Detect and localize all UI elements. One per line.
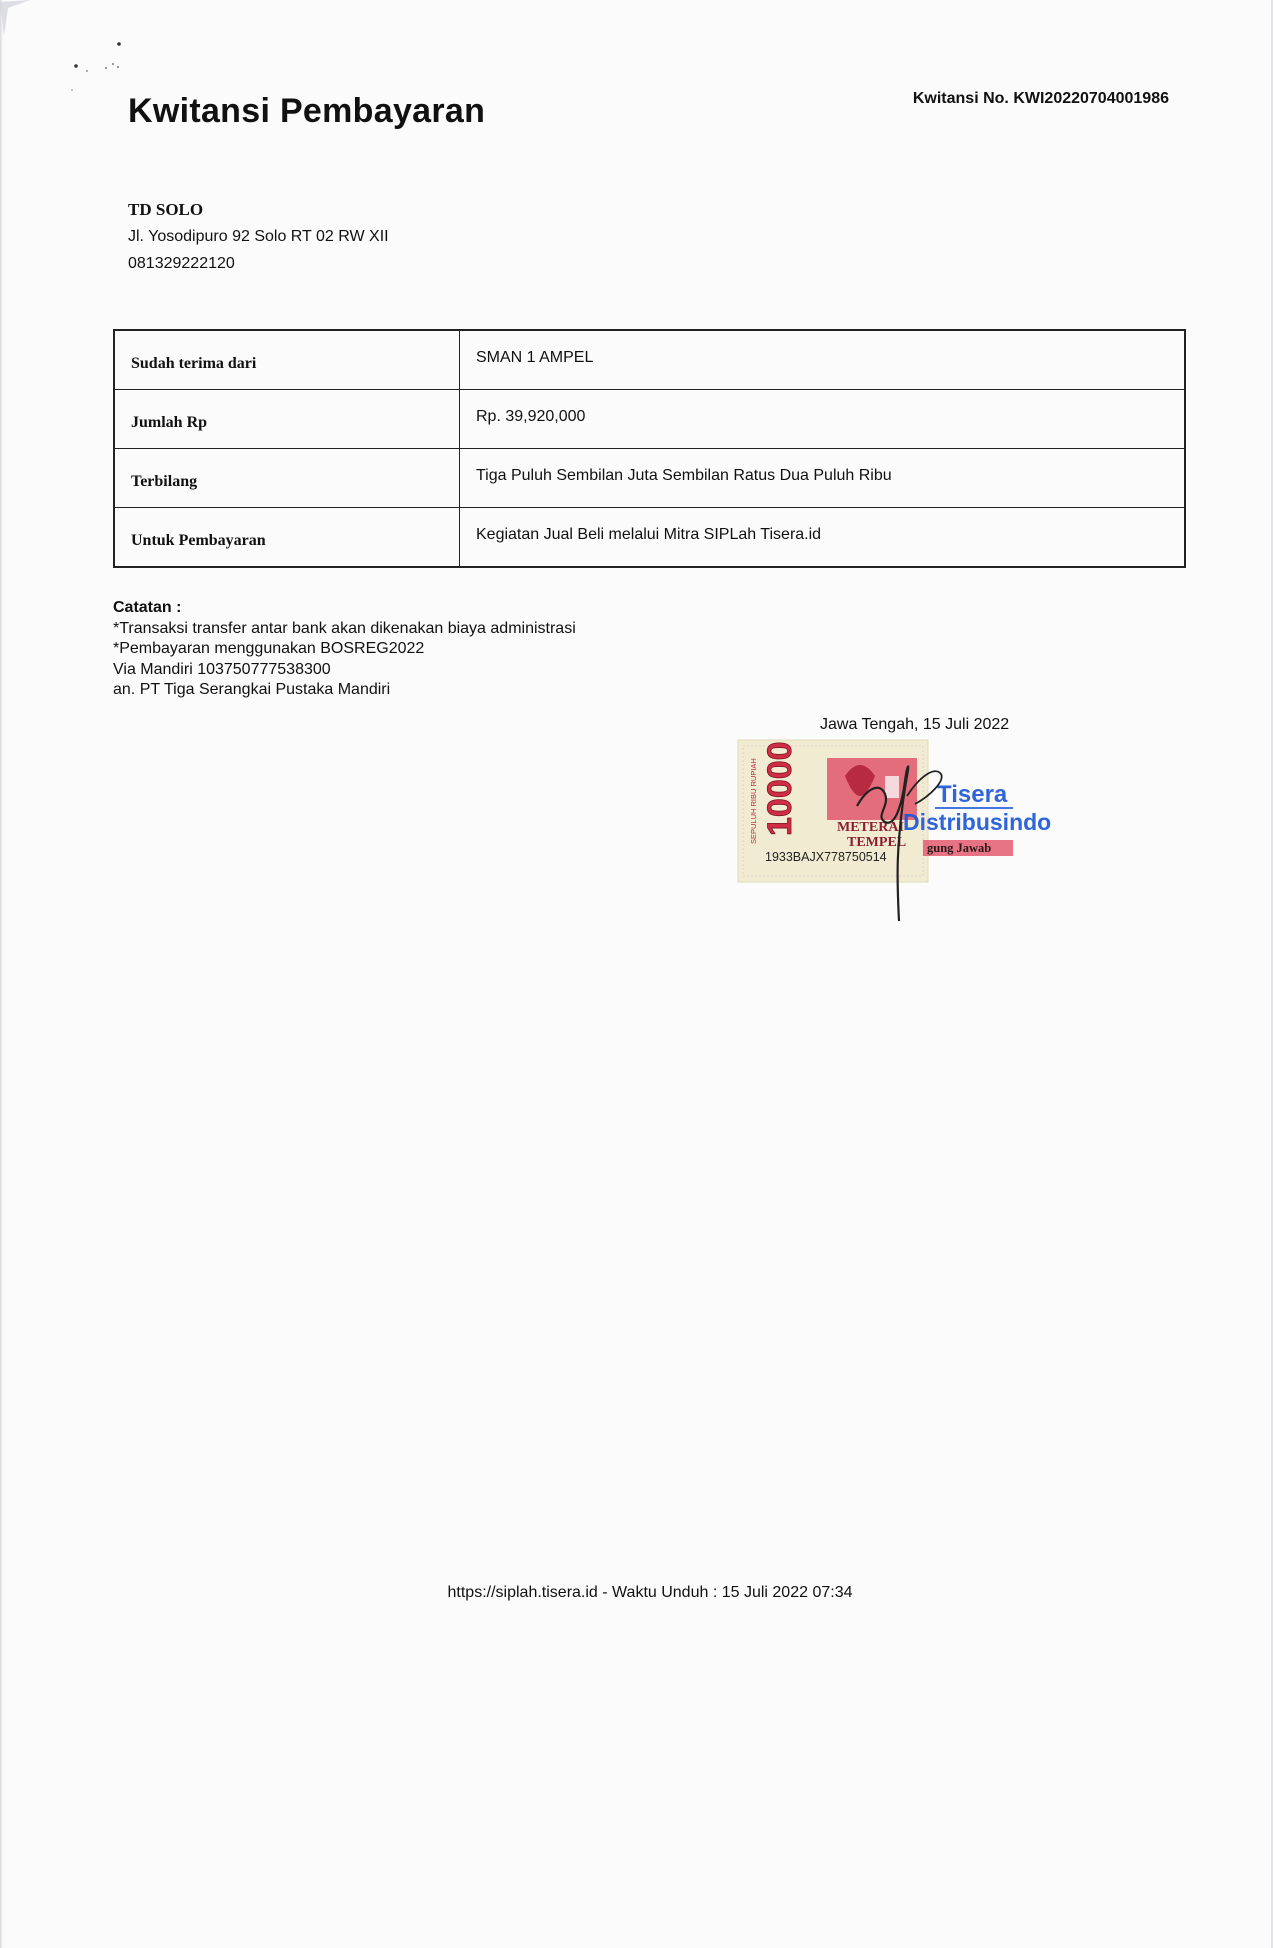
footer-text: https://siplah.tisera.id - Waktu Unduh : 15 Juli 2022 07:34: [447, 1584, 853, 1601]
note-line: *Pembayaran menggunakan BOSREG2022: [113, 640, 425, 657]
stamp-hologram: [885, 776, 899, 798]
seller-name: TD SOLO: [128, 200, 204, 219]
company-stamp-line2: Distribusindo: [903, 809, 1052, 835]
place-date: Jawa Tengah, 15 Juli 2022: [820, 716, 1010, 733]
document-title: Kwitansi Pembayaran: [128, 92, 486, 130]
row-label: Terbilang: [114, 449, 460, 508]
receipt-number: Kwitansi No. KWI20220704001986: [912, 90, 1169, 107]
revenue-stamp-and-signature: [735, 736, 1095, 926]
stamp-value: 10000: [761, 741, 799, 836]
receipt-table: [113, 329, 1186, 568]
seller-info: [128, 196, 389, 277]
stamp-label-line2: TEMPEL: [847, 835, 907, 850]
row-label: Jumlah Rp: [114, 390, 460, 449]
table-row: [114, 449, 1185, 508]
stamp-label-line1: METERAI: [837, 820, 904, 835]
table-row: [114, 508, 1185, 568]
row-value: SMAN 1 AMPEL: [460, 330, 1186, 390]
company-stamp-line1: Tisera: [937, 781, 1008, 808]
table-row: [114, 390, 1185, 449]
note-line: *Transaksi transfer antar bank akan dikenakan biaya administrasi: [113, 619, 576, 637]
row-label: Sudah terima dari: [114, 330, 460, 390]
notes-title: Catatan :: [113, 599, 182, 616]
company-stamp-line3: gung Jawab: [927, 841, 992, 855]
page-edge-left: [0, 0, 3, 1948]
stamp-side-text: SEPULUH RIBU RUPIAH: [749, 758, 758, 844]
note-line: an. PT Tiga Serangkai Pustaka Mandiri: [113, 681, 391, 698]
row-value: Tiga Puluh Sembilan Juta Sembilan Ratus Dua Puluh Ribu: [460, 449, 1186, 508]
scan-specks: [66, 38, 146, 98]
notes-section: [113, 598, 576, 701]
table-row: [114, 330, 1185, 390]
stamp-serial: 1933BAJX778750514: [765, 850, 887, 864]
note-line: Via Mandiri 103750777538300: [113, 660, 331, 678]
row-value: Rp. 39,920,000: [460, 390, 1186, 449]
row-value: Kegiatan Jual Beli melalui Mitra SIPLah Tisera.id: [460, 508, 1186, 568]
seller-phone: 081329222120: [128, 255, 235, 272]
scan-corner-mark: [0, 0, 30, 40]
seller-address: Jl. Yosodipuro 92 Solo RT 02 RW XII: [128, 228, 389, 245]
row-label: Untuk Pembayaran: [114, 508, 460, 568]
